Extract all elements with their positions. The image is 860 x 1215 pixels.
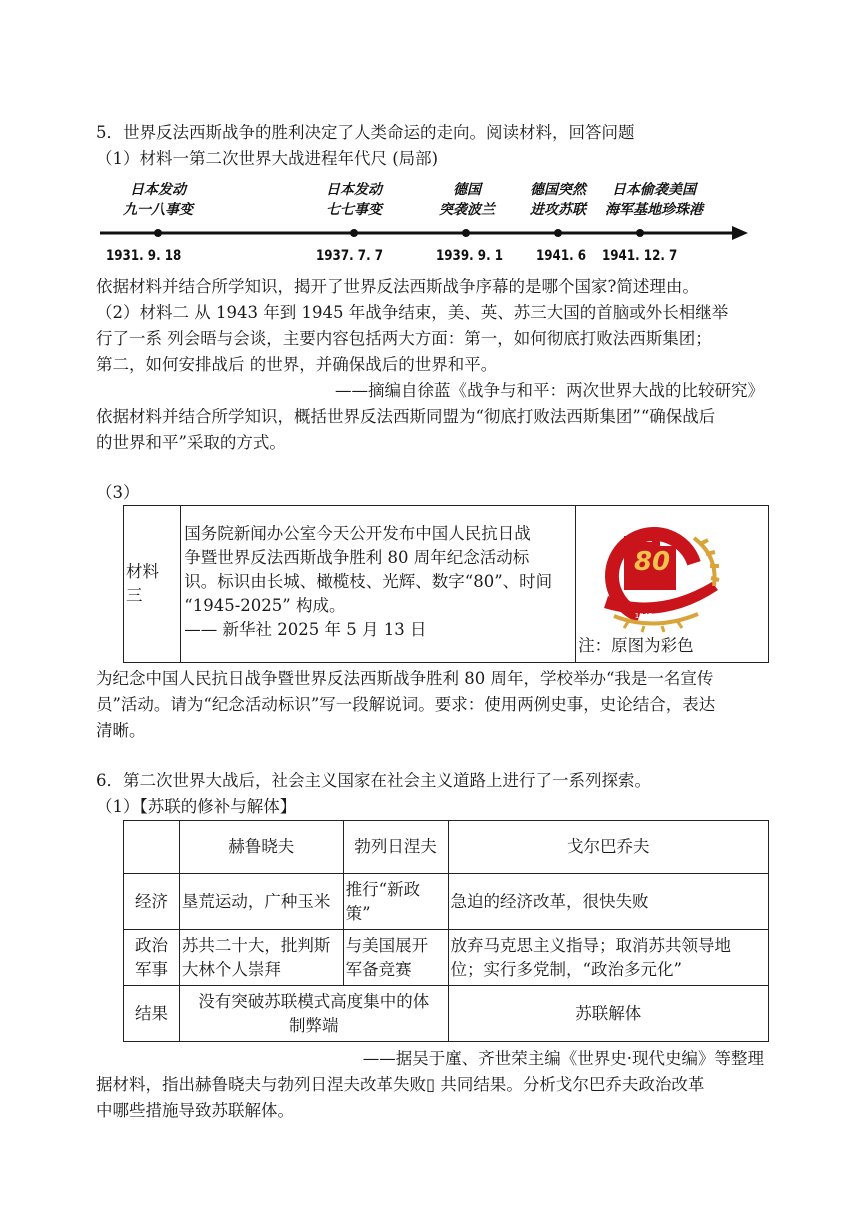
timeline-event-1-line2: 九一八事变 [123, 202, 193, 218]
logo-number: 80 [633, 547, 671, 577]
cell-khrushchev-brezhnev-result [179, 986, 448, 1042]
timeline-event-5 [592, 180, 716, 220]
row-label-politics: 政治 [134, 935, 168, 955]
q5-part3-question-line2: 员”活动。请为“纪念活动标识”写一段解说词。要求：使用两例史事，史论结合，表达 [96, 695, 716, 714]
table-header-brezhnev: 勃列日涅夫 [343, 821, 448, 874]
timeline-event-4-line2: 进攻苏联 [530, 202, 586, 218]
row-label-politics-military [124, 930, 180, 986]
material3-text-line3: 识。标识由长城、橄榄枝、光辉、数字“80”、时间 [184, 572, 553, 591]
cell-brezhnev-politics-line2: 军备竞赛 [345, 959, 412, 979]
cell-brezhnev-economy-line1: 推行“新政 [345, 879, 421, 899]
timeline-event-2-line2: 七七事变 [326, 202, 382, 218]
timeline-event-4-line1: 德国突然 [530, 182, 586, 198]
material3-image-cell [576, 506, 769, 663]
cell-brezhnev-politics [343, 930, 448, 986]
material3-text-line2: 争暨世界反法西斯战争胜利 80 周年纪念活动标 [184, 548, 530, 567]
cell-result-line1: 没有突破苏联模式高度集中的体 [198, 991, 430, 1011]
timeline-date-5: 1941. 12. 7 [602, 248, 678, 264]
q5-part1-title: （1）材料一第二次世界大战进程年代尺 (局部) [96, 149, 439, 168]
q5-part2-line3: 第二，如何安排战后 的世界，并确保战后的世界和平。 [96, 355, 498, 374]
q5-part2-line2: 行了一系 列会晤与会谈，主要内容包括两大方面：第一，如何彻底打败法西斯集团； [96, 329, 712, 348]
timeline-date-2: 1937. 7. 7 [316, 248, 384, 264]
cell-gorbachev-politics-line2: 位；实行多党制，“政治多元化” [450, 959, 682, 979]
q5-part2-source: ——摘编自徐蓝《战争与和平：两次世界大战的比较研究》 [335, 381, 764, 400]
timeline-event-2-line1: 日本发动 [326, 182, 382, 198]
material3-table [123, 505, 769, 663]
cell-gorbachev-politics [448, 930, 768, 986]
q5-part2-question-line2: 的世界和平”采取的方式。 [96, 433, 286, 452]
timeline-event-4 [516, 180, 600, 220]
timeline-date-1: 1931. 9. 18 [106, 248, 182, 264]
table-row [124, 930, 769, 986]
timeline-event-5-line2: 海军基地珍珠港 [605, 202, 703, 218]
q6-question-line2: 中哪些措施导致苏联解体。 [96, 1101, 294, 1120]
q6-part1-title: （1）【苏联的修补与解体】 [96, 797, 297, 816]
q5-title: 5．世界反法西斯战争的胜利决定了人类命运的走向。阅读材料，回答问题 [96, 123, 635, 142]
q6-title: 6．第二次世界大战后，社会主义国家在社会主义道路上进行了一系列探索。 [96, 771, 651, 790]
q5-part3-question-line1: 为纪念中国人民抗日战争暨世界反法西斯战争胜利 80 周年，学校举办“我是一名宣传 [96, 669, 714, 688]
cell-khrushchev-politics [179, 930, 343, 986]
logo-years: 1945—2025 [634, 612, 678, 620]
q6-source: ——据吴于廑、齐世荣主编《世界史·现代史编》等整理 [362, 1049, 764, 1068]
material3-text [181, 506, 576, 663]
commemorative-logo [578, 516, 768, 634]
q5-part3-label: （3） [96, 483, 140, 502]
timeline-date-4: 1941. 6 [536, 248, 587, 264]
material3-label-line2: 三 [126, 586, 143, 605]
table-row [124, 986, 769, 1042]
cell-brezhnev-economy [343, 874, 448, 930]
material3-label-line1: 材料 [126, 562, 159, 581]
row-label-result: 结果 [124, 986, 180, 1042]
material3-note: 注：原图为彩色 [578, 636, 694, 655]
cell-gorbachev-result: 苏联解体 [448, 986, 768, 1042]
material3-label [124, 506, 181, 663]
cell-khrushchev-politics-line1: 苏共二十大，批判斯 [181, 935, 331, 955]
table-row [124, 874, 769, 930]
q5-part1-question: 依据材料并结合所学知识，揭开了世界反法西斯战争序幕的是哪个国家?简述理由。 [96, 277, 699, 296]
cell-brezhnev-economy-line2: 策” [345, 903, 371, 923]
timeline-event-3-line1: 德国 [453, 182, 481, 198]
timeline-event-5-line1: 日本偷袭美国 [612, 182, 696, 198]
cell-gorbachev-politics-line1: 放弃马克思主义指导；取消苏共领导地 [450, 935, 732, 955]
cell-result-line2: 制弊端 [288, 1015, 339, 1035]
timeline-event-2 [304, 180, 404, 220]
cell-gorbachev-economy: 急迫的经济改革，很快失败 [448, 874, 768, 930]
timeline [96, 172, 756, 272]
row-label-military: 军事 [134, 959, 168, 979]
table-header-gorbachev: 戈尔巴乔夫 [448, 821, 768, 874]
table-header-khrushchev: 赫鲁晓夫 [179, 821, 343, 874]
table-header-blank [124, 821, 180, 874]
material3-text-line1: 国务院新闻办公室今天公开发布中国人民抗日战 [184, 524, 531, 543]
material3-source: —— 新华社 2025 年 5 月 13 日 [184, 620, 427, 639]
q5-part3-question-line3: 清晰。 [96, 721, 146, 740]
soviet-reform-table [123, 820, 769, 1042]
q5-part2-line1: （2）材料二 从 1943 年到 1945 年战争结束，美、英、苏三大国的首脑或外长相继举 [96, 303, 729, 322]
cell-brezhnev-politics-line1: 与美国展开 [345, 935, 429, 955]
q5-part2-question-line1: 依据材料并结合所学知识，概括世界反法西斯同盟为“彻底打败法西斯集团”“确保战后 [96, 407, 716, 426]
cell-khrushchev-politics-line2: 大林个人崇拜 [181, 959, 281, 979]
row-label-economy: 经济 [124, 874, 180, 930]
timeline-event-3 [422, 180, 512, 220]
table-header-row [124, 821, 769, 874]
q6-question-line1: 据材料，指出赫鲁晓夫与勃列日涅夫改革失败▯ 共同结果。分析戈尔巴乔夫政治改革 [96, 1075, 705, 1094]
timeline-date-3: 1939. 9. 1 [436, 248, 504, 264]
timeline-event-1-line1: 日本发动 [130, 182, 186, 198]
timeline-event-1 [98, 180, 218, 220]
timeline-event-3-line2: 突袭波兰 [439, 202, 495, 218]
material3-text-line4: “1945-2025” 构成。 [184, 596, 346, 615]
cell-khrushchev-economy: 垦荒运动，广种玉米 [179, 874, 343, 930]
